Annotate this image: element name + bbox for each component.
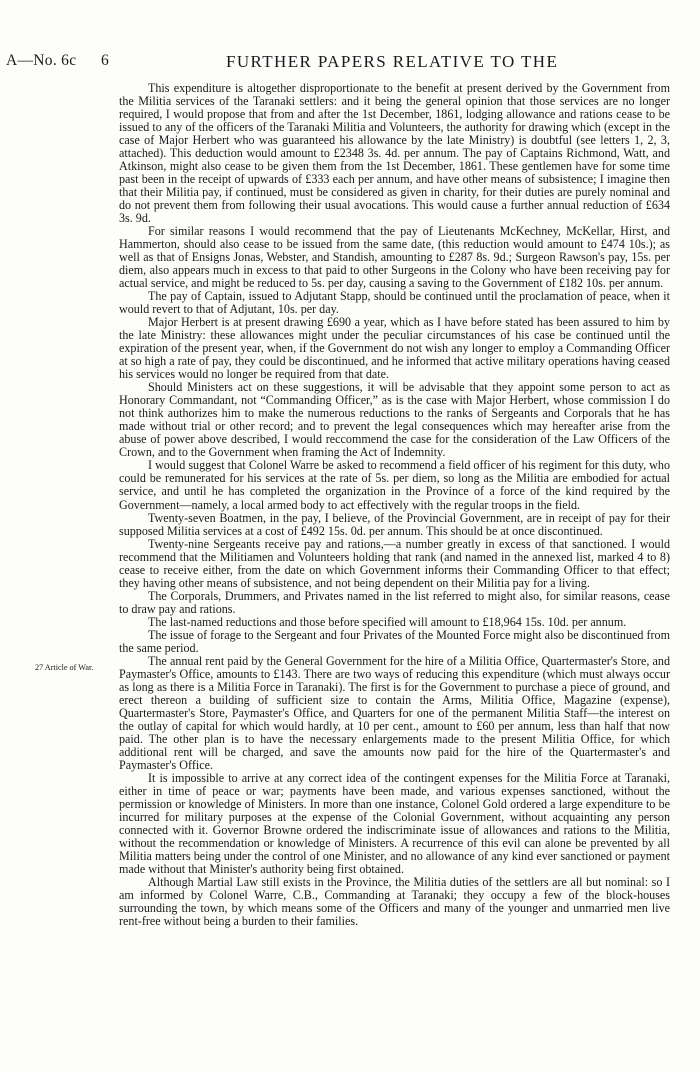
paragraph: The pay of Captain, issued to Adjutant Stapp, should be continued until the proclamation of peace, when it would revert to that of Adjutant, 10s. per day. (119, 289, 670, 317)
paragraph: It is impossible to arrive at any correct idea of the contingent expenses for the Militia Force at Taranaki, either in time of peace or war; payments have been made, and various expenses sanctioned, without the permission or knowledge of Ministers. In more than one instance, Colonel Gold ordered a large expenditure to be incurred for military purposes at the expense of the Colonial Government, without acquainting any person connected with it. Governor Browne ordered the indiscriminate issue of allowances and rations to the Militia, without the recommendation or knowledge of Ministers. A recurrence of this evil can alone be prevented by all Militia matters being under the control of one Minister, and no allowance of any kind ever sanctioned or payment made without that Minister's authority being first obtained. (119, 770, 670, 876)
paragraph: Major Herbert is at present drawing £690 a year, which as I have before stated has been assured to him by the late Ministry: these allowances might under the peculiar circumstances of his case be continued until the expiration of the present year, when, if the Government do not wish any longer to employ a Commanding Officer at so high a rate of pay, they could be discontinued, and he informed that active military operations having ceased his services would no longer be required from that date. (119, 315, 670, 382)
paragraph: The last-named reductions and those before specified will amount to £18,964 15s. 10d. per annum. (148, 614, 627, 629)
paragraph: The issue of forage to the Sergeant and four Privates of the Mounted Force might also be discontinued from the same period. (119, 627, 670, 655)
paragraph: The annual rent paid by the General Government for the hire of a Militia Office, Quartermaster's Store, and Paymaster's Office, amounts to £143. There are two ways of reducing this expenditure (which must always occur as long as there is a Militia Force in Taranaki). The first is for the Government to purchase a piece of ground, and erect thereon a building of sufficient size to contain the Arms, Militia Office, Magazine (expense), Quartermaster's Store, Paymaster's Office, and Quarters for one of the permanent Militia Staff—the interest on the outlay of capital for which would hardly, at 10 per cent., amount to £60 per annum, less than half that now paid. The other plan is to have the necessary enlargements made to the present Militia Office, for which additional rent will be charged, and save the amounts now paid for the hire of the Quartermaster's and Paymaster's Office. (119, 653, 670, 772)
paragraph: Twenty-nine Sergeants receive pay and rations,—a number greatly in excess of that sanctioned. I would recommend that the Militiamen and Volunteers holding that rank (and named in the annexed list, marked 4 to 8) cease to receive either, from the date on which Government informs their Commanding Officer to that effect; they having other means of subsistence, and not being dependent on their Militia pay for a living. (119, 536, 670, 590)
paragraph: This expenditure is altogether disproportionate to the benefit at present derived by the Government from the Militia services of the Taranaki settlers: and it being the general opinion that those services are no longer required, I would propose that from and after the 1st December, 1861, lodging allowance and rations cease to be issued to any of the officers of the Taranaki Militia and Volunteers, the authority for drawing which (except in the case of Major Herbert who was guaranteed his allowance by the late Ministry) is doubtful (see letters 1, 2, 3, attached). This deduction would amount to £2348 3s. 4d. per annum. The pay of Captains Richmond, Watt, and Atkinson, might also cease to be given them from the 1st December, 1861. These gentlemen have for some time past been in the receipt of upwards of £333 each per annum, and have other means of subsistence; I imagine then that their Militia pay, if continued, must be considered as given in charity, for their duties are purely nominal and do not prevent them from following their usual avocations. This would cause a further annual reduction of £634 3s. 9d. (119, 81, 670, 226)
page-title: FURTHER PAPERS RELATIVE TO THE (226, 52, 559, 71)
paragraph: I would suggest that Colonel Warre be asked to recommend a field officer of his regiment for this duty, who could be remunerated for his services at the rate of 5s. per diem, so long as the Militia are embodied for actual service, and until he has completed the organization in the Province of a force of the kind required by the Government—namely, a local armed body to act effectively with the regular troops in the field. (119, 458, 670, 512)
paragraph: The Corporals, Drummers, and Privates named in the list referred to might also, for similar reasons, cease to draw pay and rations. (119, 588, 670, 616)
paragraph: Although Martial Law still exists in the Province, the Militia duties of the settlers are all but nominal: so I am informed by Colonel Warre, C.B., Commanding at Taranaki; they occupy a few of the block-houses surrounding the town, by which means some of the Officers and many of the younger and unmarried men live rent-free without being a burden to their families. (119, 874, 670, 928)
paragraph: Twenty-seven Boatmen, in the pay, I believe, of the Provincial Government, are in receipt of pay for their supposed Militia services at a cost of £492 15s. 0d. per annum. This should be at once discontinued. (119, 510, 670, 538)
paragraph: Should Ministers act on these suggestions, it will be advisable that they appoint some person to act as Honorary Commandant, not “Commanding Officer,” as is the case with Major Herbert, whose commission I do not think authorizes him to make the numerous reductions to the ranks of Sergeants and Corporals that he has made without trial or other record; and to prevent the legal consequences which may hereafter arise from the abuse of power above described, I would reccommend the case for the consideration of the Law Officers of the Crown, and to the Government when framing the Act of Indemnity. (119, 380, 670, 460)
page-header (0, 52, 700, 74)
margin-note: 27 Article of War. (35, 663, 94, 672)
body-text (119, 82, 670, 928)
document-reference: A—No. 6c (6, 52, 77, 69)
page-number: 6 (101, 52, 109, 69)
paragraph: For similar reasons I would recommend that the pay of Lieutenants McKechney, McKellar, Hirst, and Hammerton, should also cease to be issued from the same date, (this reduction would amount to £474 10s.); as well as that of Ensigns Jonas, Webster, and Standish, amounting to £287 8s. 9d.; Surgeon Rawson's pay, 15s. per diem, also appears much in excess to that paid to other Surgeons in the Colony who have been receiving pay for actual service, and might be reduced to 5s. per day, causing a saving to the Government of £182 10s. per annum. (119, 224, 670, 291)
